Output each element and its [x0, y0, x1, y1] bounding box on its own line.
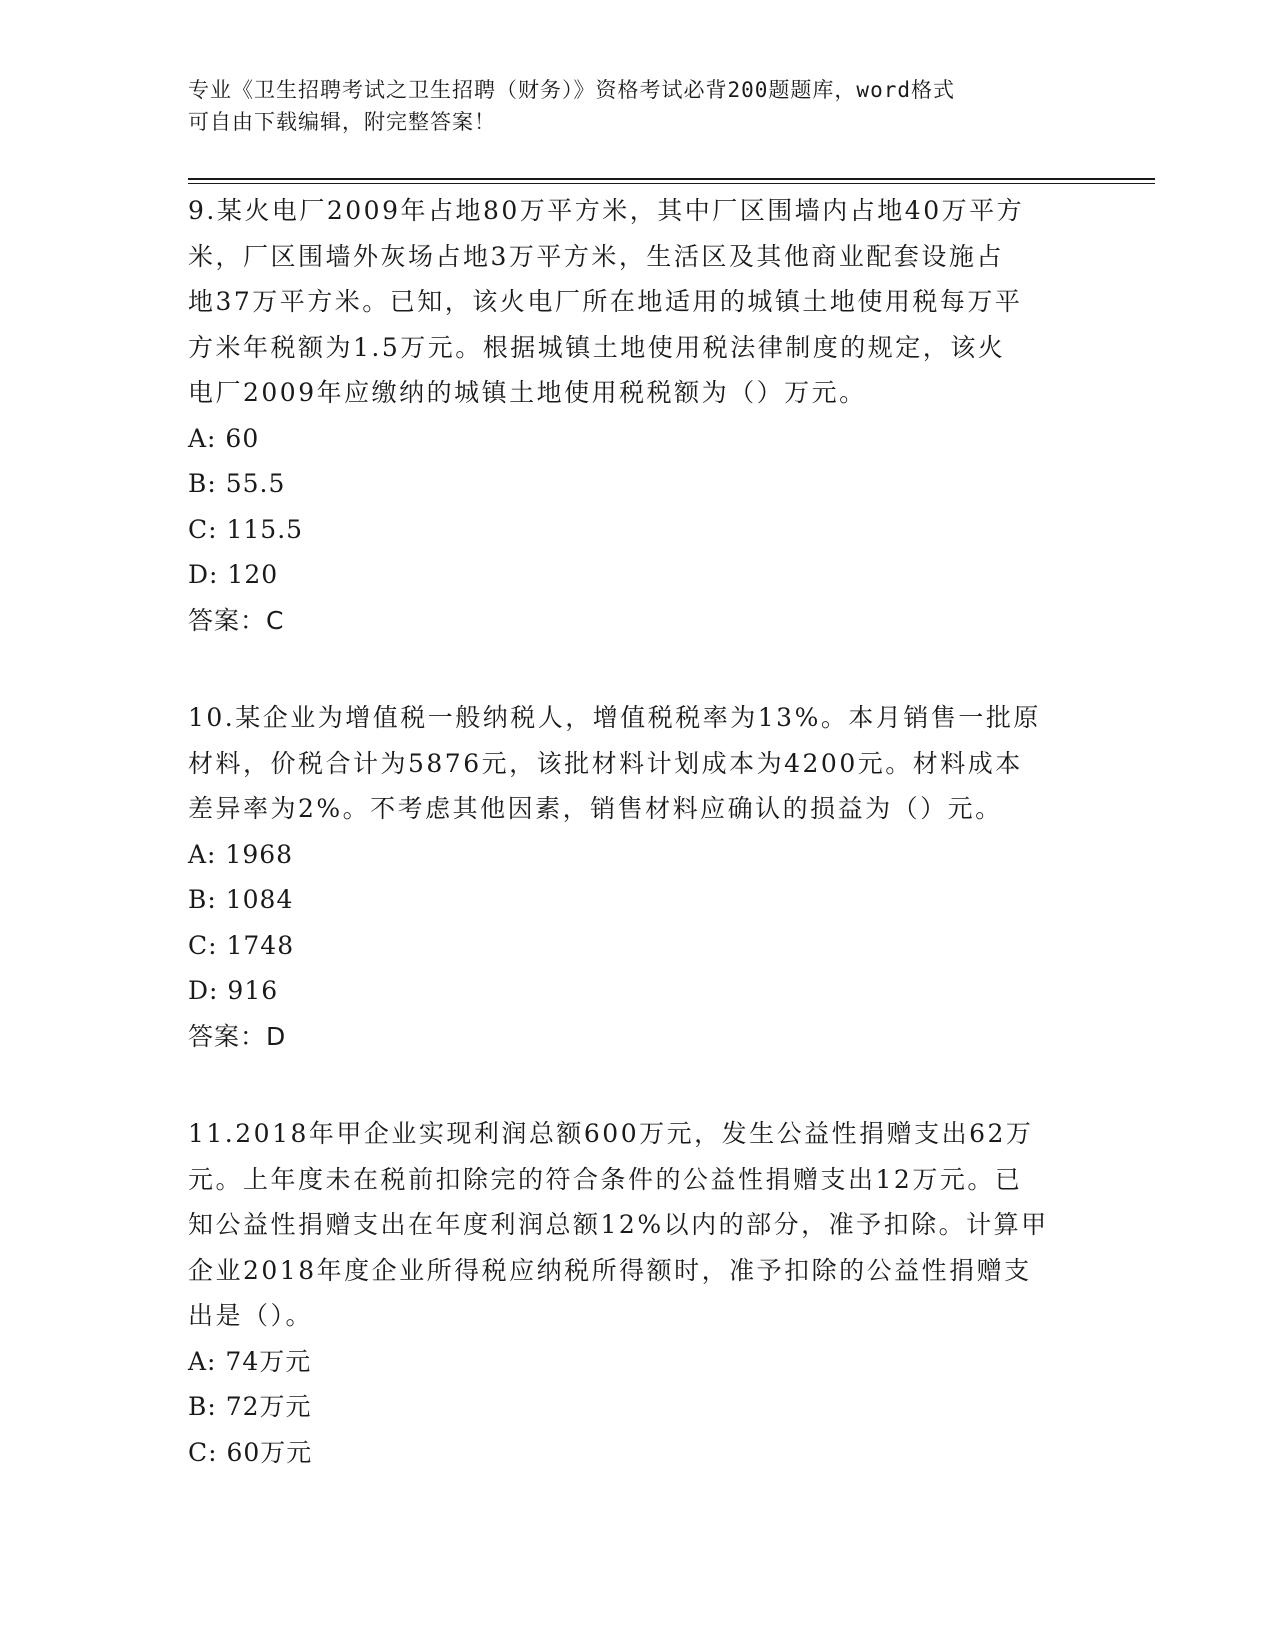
question-10-option-b: B: 1084 — [188, 885, 294, 914]
question-10-stem-line-3: 差异率为2%。不考虑其他因素，销售材料应确认的损益为（）元。 — [188, 794, 1003, 823]
question-11-stem-line-4: 企业2018年度企业所得税应纳税所得额时，准予扣除的公益性捐赠支 — [188, 1255, 1032, 1285]
question-11-option-a: A: 74万元 — [188, 1346, 312, 1376]
question-9-stem-line-2: 米，厂区围墙外灰场占地3万平方米，生活区及其他商业配套设施占 — [188, 241, 1004, 271]
question-11-option-b: B: 72万元 — [188, 1392, 312, 1421]
header-divider-thin — [188, 183, 1155, 184]
question-9 — [188, 188, 1078, 643]
question-11-stem-line-1: 11.2018年甲企业实现利润总额600万元，发生公益性捐赠支出62万 — [188, 1119, 1034, 1148]
question-11-stem-line-3: 知公益性捐赠支出在年度利润总额12%以内的部分，准予扣除。计算甲 — [188, 1210, 1049, 1239]
question-9-stem-line-5: 电厂2009年应缴纳的城镇土地使用税税额为（）万元。 — [188, 378, 867, 407]
question-9-stem-line-1: 9.某火电厂2009年占地80万平方米，其中厂区围墙内占地40万平方 — [188, 196, 1025, 225]
question-9-stem-line-4: 方米年税额为1.5万元。根据城镇土地使用税法律制度的规定，该火 — [188, 332, 1006, 362]
question-11-option-c: C: 60万元 — [188, 1437, 313, 1467]
question-11-stem-line-5: 出是（）。 — [188, 1301, 314, 1330]
question-9-option-a: A: 60 — [188, 423, 260, 453]
header-divider-thick — [188, 178, 1155, 180]
question-9-option-d: D: 120 — [188, 560, 279, 589]
question-10-stem-line-2: 材料，价税合计为5876元，该批材料计划成本为4200元。材料成本 — [188, 748, 1023, 778]
question-spacer — [188, 1059, 1078, 1111]
question-9-answer: 答案：C — [188, 605, 285, 635]
question-9-stem-line-3: 地37万平方米。已知，该火电厂所在地适用的城镇土地使用税每万平 — [188, 287, 1023, 316]
question-11 — [188, 1111, 1078, 1475]
header-line-2: 可自由下载编辑，附完整答案！ — [188, 110, 496, 134]
question-list — [188, 188, 1078, 1475]
question-10-stem-line-1: 10.某企业为增值税一般纳税人，增值税税率为13%。本月销售一批原 — [188, 703, 1041, 732]
question-10-option-c: C: 1748 — [188, 930, 295, 960]
question-9-option-b: B: 55.5 — [188, 469, 286, 498]
question-9-option-c: C: 115.5 — [188, 514, 304, 544]
header-line-1: 专业《卫生招聘考试之卫生招聘（财务）》资格考试必背200题题库，word格式 — [188, 78, 955, 102]
question-10-answer: 答案：D — [188, 1021, 287, 1051]
document-header — [188, 74, 1088, 138]
question-spacer — [188, 643, 1078, 695]
question-11-stem-line-2: 元。上年度未在税前扣除完的符合条件的公益性捐赠支出12万元。已 — [188, 1164, 1023, 1194]
question-10-option-a: A: 1968 — [188, 839, 294, 869]
question-10 — [188, 695, 1078, 1059]
question-10-option-d: D: 916 — [188, 976, 279, 1005]
